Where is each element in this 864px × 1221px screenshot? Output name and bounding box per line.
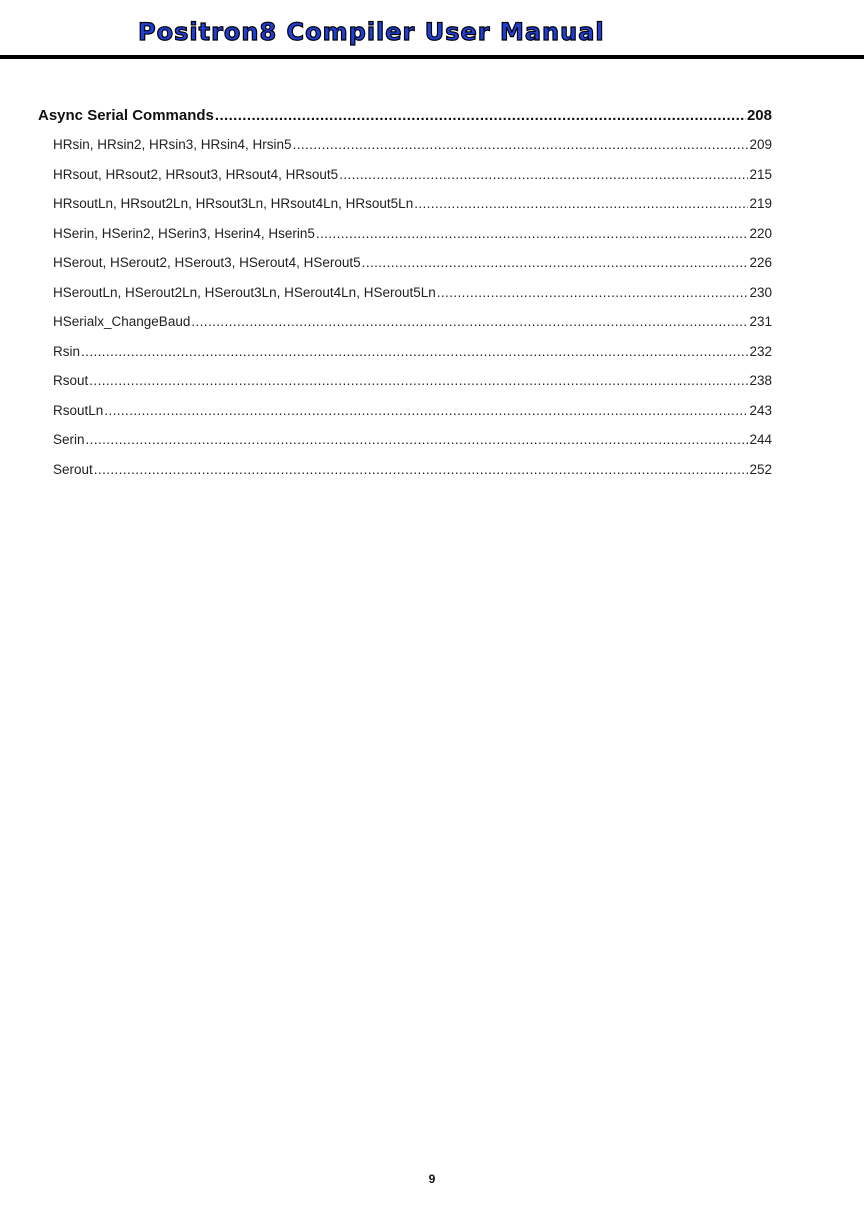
toc-entry-page: 215	[749, 166, 772, 182]
toc-entry-page: 232	[749, 343, 772, 359]
toc-entry-label: HRsoutLn, HRsout2Ln, HRsout3Ln, HRsout4Ln, HRsout5Ln	[53, 196, 414, 211]
toc-leader-dots	[437, 285, 749, 300]
toc-entry-label: HRsin, HRsin2, HRsin3, HRsin4, Hrsin5	[53, 137, 292, 152]
toc-entry-hserialx-changebaud[interactable]	[38, 314, 772, 344]
toc-entry-page: 230	[749, 284, 772, 300]
toc-entry-hserin[interactable]	[38, 226, 772, 256]
toc-entry-label: HSeroutLn, HSerout2Ln, HSerout3Ln, HSerout4Ln, HSerout5Ln	[53, 284, 436, 300]
toc-entry-page: 219	[749, 196, 772, 211]
toc-section-label: Async Serial Commands	[38, 107, 214, 124]
toc-leader-dots	[339, 167, 748, 182]
toc-leader-dots	[94, 462, 749, 477]
toc-leader-dots	[89, 373, 748, 388]
header-rule	[0, 55, 864, 59]
toc-entry-hrsin[interactable]	[38, 137, 772, 167]
toc-entry-page: 231	[749, 314, 772, 329]
toc-entry-label: RsoutLn	[53, 402, 104, 418]
toc-entry-label: Rsin	[53, 343, 81, 359]
toc-leader-dots	[104, 403, 748, 418]
toc-entry-page: 238	[749, 373, 772, 388]
toc-leader-dots	[414, 196, 748, 211]
toc-entry-rsoutln[interactable]	[38, 403, 772, 433]
toc-entry-hrsout[interactable]	[38, 167, 772, 197]
toc-entry-label: HRsout, HRsout2, HRsout3, HRsout4, HRsout5	[53, 166, 339, 182]
toc-entry-page: 226	[749, 255, 772, 270]
toc-entry-page: 244	[749, 432, 772, 447]
toc-leader-dots	[191, 314, 748, 329]
toc-entry-hseroutln[interactable]	[38, 285, 772, 315]
toc-entry-hrsoutln[interactable]	[38, 196, 772, 226]
toc-entry-label: HSerin, HSerin2, HSerin3, Hserin4, Hserin5	[53, 225, 315, 241]
table-of-contents	[38, 107, 772, 491]
toc-entry-page: 220	[749, 225, 772, 241]
toc-entry-label: HSerout, HSerout2, HSerout3, HSerout4, HSerout5	[53, 255, 361, 270]
toc-entry-rsout[interactable]	[38, 373, 772, 403]
toc-section-async-serial[interactable]	[38, 107, 772, 133]
toc-entry-hserout[interactable]	[38, 255, 772, 285]
toc-entry-serout[interactable]	[38, 462, 772, 492]
page-number: 9	[428, 1172, 436, 1186]
toc-section-page: 208	[746, 107, 772, 124]
toc-leader-dots	[86, 432, 749, 447]
toc-entry-label: Rsout	[53, 373, 89, 388]
toc-leader-dots	[81, 344, 748, 359]
toc-entry-label: Serout	[53, 461, 93, 477]
toc-entry-rsin[interactable]	[38, 344, 772, 374]
toc-leader-dots	[293, 137, 749, 152]
toc-leader-dots	[362, 255, 749, 270]
toc-entry-label: HSerialx_ChangeBaud	[53, 314, 191, 329]
toc-leader-dots	[215, 107, 746, 124]
page-header	[0, 0, 864, 62]
toc-entry-page: 252	[749, 461, 772, 477]
manual-title: Positron8 Compiler User Manual	[138, 18, 605, 46]
toc-leader-dots	[316, 226, 749, 241]
toc-entry-page: 243	[749, 402, 772, 418]
toc-entry-page: 209	[749, 137, 772, 152]
toc-entry-serin[interactable]	[38, 432, 772, 462]
toc-entry-label: Serin	[53, 432, 85, 447]
